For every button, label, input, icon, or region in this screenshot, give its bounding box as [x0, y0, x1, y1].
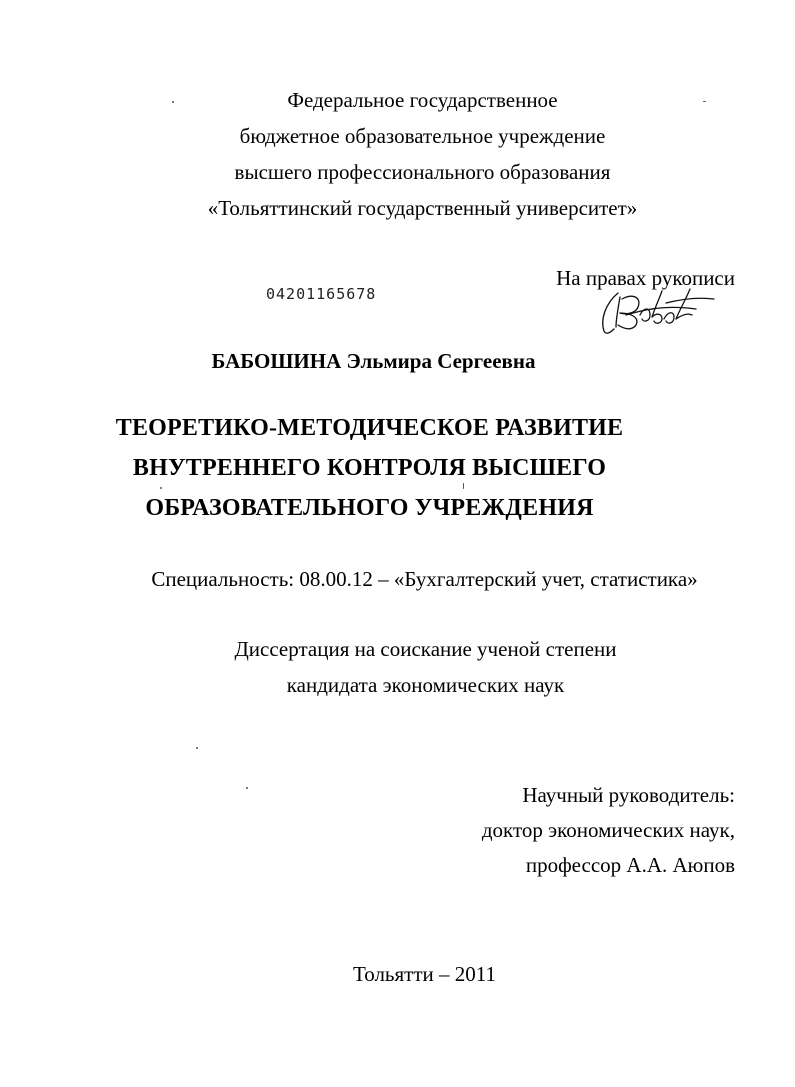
institution-line-1: Федеральное государственное [287, 88, 558, 112]
scan-speck [196, 747, 198, 749]
manuscript-rights: На правах рукописи [556, 266, 735, 290]
scan-speck [246, 787, 248, 789]
signature-icon [596, 285, 716, 337]
specialty: Специальность: 08.00.12 – «Бухгалтерский учет, статистика» [151, 567, 698, 591]
title-line-2: ВНУТРЕННЕГО КОНТРОЛЯ ВЫСШЕГО [132, 455, 607, 481]
title-line-3: ОБРАЗОВАТЕЛЬНОГО УЧРЕЖДЕНИЯ [145, 495, 594, 521]
supervisor-name: профессор А.А. Аюпов [525, 853, 735, 877]
supervisor-degree: доктор экономических наук, [481, 818, 735, 842]
registration-number: 04201165678 [266, 285, 377, 303]
scan-speck [463, 483, 464, 489]
city-year: Тольятти – 2011 [352, 962, 496, 986]
supervisor-label: Научный руководитель: [522, 783, 735, 807]
dissertation-line-2: кандидата экономических наук [286, 673, 565, 697]
dissertation-line-1: Диссертация на соискание ученой степени [234, 637, 617, 661]
title-line-1: ТЕОРЕТИКО-МЕТОДИЧЕСКОЕ РАЗВИТИЕ [115, 415, 624, 441]
author-name: БАБОШИНА Эльмира Сергеевна [211, 349, 536, 373]
scan-speck [160, 487, 162, 489]
institution-line-4: «Тольяттинский государственный университет» [207, 196, 638, 220]
institution-line-2: бюджетное образовательное учреждение [239, 124, 606, 148]
institution-line-3: высшего профессионального образования [234, 160, 611, 184]
